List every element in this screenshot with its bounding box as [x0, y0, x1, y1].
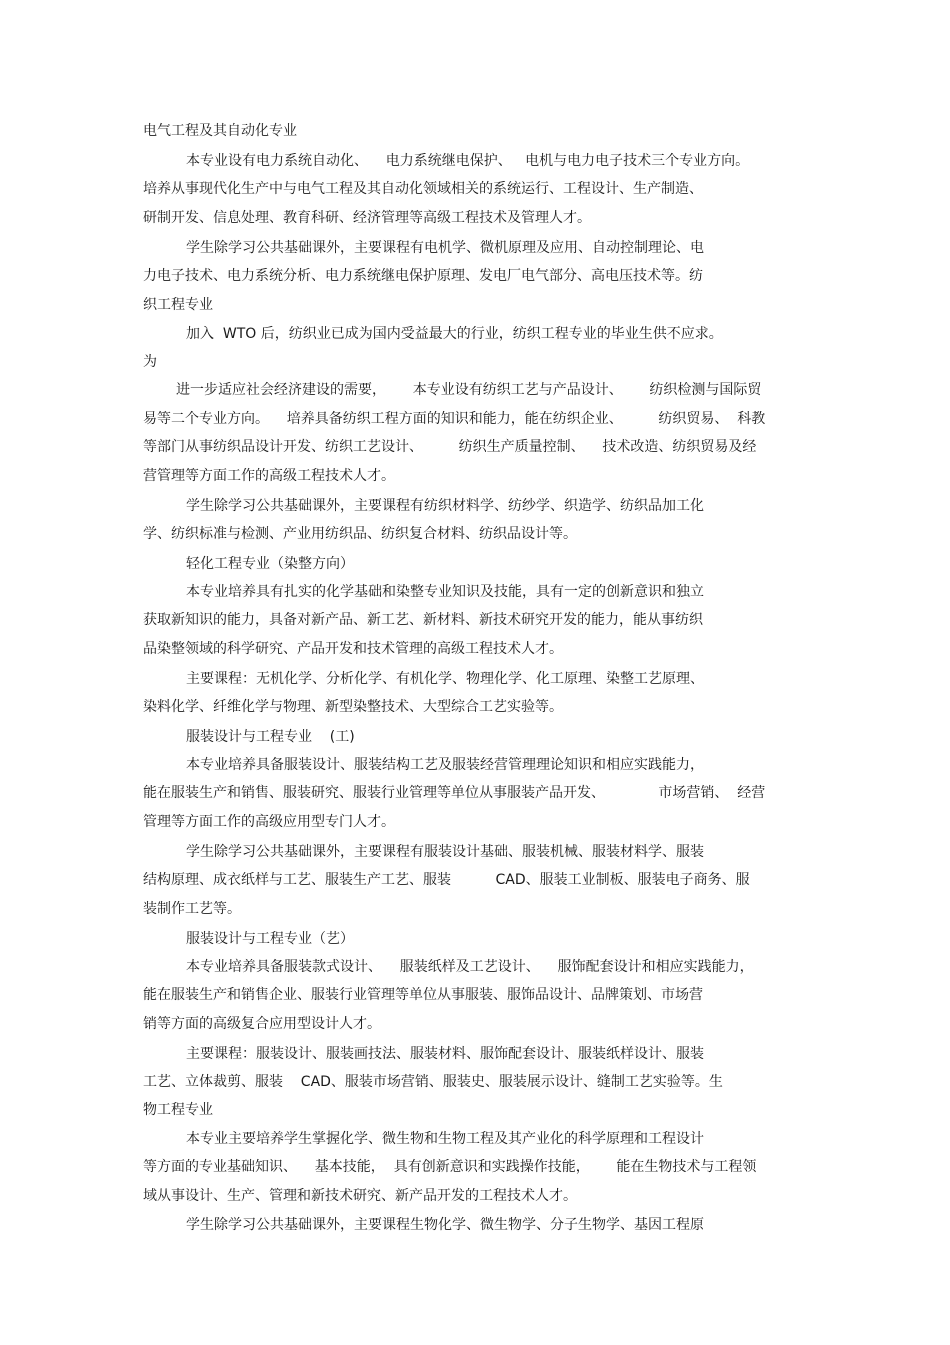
text-line: 本专业培养具有扎实的化学基础和染整专业知识及技能，具有一定的创新意识和独立	[186, 584, 704, 600]
text-line: 物工程专业	[143, 1102, 213, 1118]
text-line: 学、纺织标准与检测、产业用纺织品、纺织复合材料、纺织品设计等。	[143, 526, 577, 542]
text-line: 等部门从事纺织品设计开发、纺织工艺设计、 纺织生产质量控制、 技术改造、纺织贸易及经	[143, 439, 757, 455]
text-line: 域从事设计、生产、管理和新技术研究、新产品开发的工程技术人才。	[143, 1188, 577, 1204]
text-line: 培养从事现代化生产中与电气工程及其自动化领域相关的系统运行、工程设计、生产制造、	[143, 181, 703, 197]
text-line: 营管理等方面工作的高级工程技术人才。	[143, 468, 395, 484]
text-line: 能在服装生产和销售企业、服装行业管理等单位从事服装、服饰品设计、品牌策划、市场营	[143, 987, 703, 1003]
text-line: 学生除学习公共基础课外，主要课程生物化学、微生物学、分子生物学、基因工程原	[186, 1217, 704, 1233]
text-line: 主要课程：无机化学、分析化学、有机化学、物理化学、化工原理、染整工艺原理、	[186, 671, 704, 687]
text-line: 获取新知识的能力，具备对新产品、新工艺、新材料、新技术研究开发的能力，能从事纺织	[143, 612, 703, 628]
text-line: 力电子技术、电力系统分析、电力系统继电保护原理、发电厂电气部分、高电压技术等。纺	[143, 268, 703, 284]
text-line: 学生除学习公共基础课外，主要课程有服装设计基础、服装机械、服装材料学、服装	[186, 844, 704, 860]
text-line: 学生除学习公共基础课外，主要课程有纺织材料学、纺纱学、织造学、纺织品加工化	[186, 498, 704, 514]
text-line: 工艺、立体裁剪、服装 CAD、服装市场营销、服装史、服装展示设计、缝制工艺实验等。生	[143, 1074, 723, 1090]
text-line: 管理等方面工作的高级应用型专门人才。	[143, 814, 395, 830]
text-line: 为	[143, 354, 157, 370]
text-line: 服装设计与工程专业 (工)	[186, 729, 355, 745]
text-line: 研制开发、信息处理、教育科研、经济管理等高级工程技术及管理人才。	[143, 210, 591, 226]
text-line: 电气工程及其自动化专业	[143, 123, 297, 139]
text-line: 本专业主要培养学生掌握化学、微生物和生物工程及其产业化的科学原理和工程设计	[186, 1131, 704, 1147]
text-line: 主要课程：服装设计、服装画技法、服装材料、服饰配套设计、服装纸样设计、服装	[186, 1046, 704, 1062]
text-line: 本专业培养具备服装款式设计、 服装纸样及工艺设计、 服饰配套设计和相应实践能力，	[186, 959, 754, 975]
text-line: 品染整领域的科学研究、产品开发和技术管理的高级工程技术人才。	[143, 641, 563, 657]
text-line: 本专业培养具备服装设计、服装结构工艺及服装经营管理理论知识和相应实践能力，	[186, 757, 704, 773]
text-line: 销等方面的高级复合应用型设计人才。	[143, 1016, 381, 1032]
text-line: 织工程专业	[143, 297, 213, 313]
text-line: 学生除学习公共基础课外，主要课程有电机学、微机原理及应用、自动控制理论、电	[186, 240, 704, 256]
text-line: 装制作工艺等。	[143, 901, 241, 917]
text-line: 加入 WTO 后，纺织业已成为国内受益最大的行业，纺织工程专业的毕业生供不应求。	[186, 326, 723, 342]
text-line: 染料化学、纤维化学与物理、新型染整技术、大型综合工艺实验等。	[143, 699, 563, 715]
text-line: 进一步适应社会经济建设的需要， 本专业设有纺织工艺与产品设计、 纺织检测与国际贸	[176, 382, 762, 398]
text-line: 服装设计与工程专业（艺）	[186, 931, 354, 947]
text-line: 结构原理、成衣纸样与工艺、服装生产工艺、服装 CAD、服装工业制板、服装电子商务、服	[143, 872, 750, 888]
text-line: 易等二个专业方向。 培养具备纺织工程方面的知识和能力，能在纺织企业、 纺织贸易、 科教	[143, 411, 766, 427]
text-line: 能在服装生产和销售、服装研究、服装行业管理等单位从事服装产品开发、 市场营销、 经营	[143, 785, 766, 801]
text-line: 等方面的专业基础知识、 基本技能， 具有创新意识和实践操作技能， 能在生物技术与工程领	[143, 1159, 757, 1175]
text-line: 轻化工程专业（染整方向）	[186, 556, 354, 572]
text-line: 本专业设有电力系统自动化、 电力系统继电保护、 电机与电力电子技术三个专业方向。	[186, 153, 750, 169]
